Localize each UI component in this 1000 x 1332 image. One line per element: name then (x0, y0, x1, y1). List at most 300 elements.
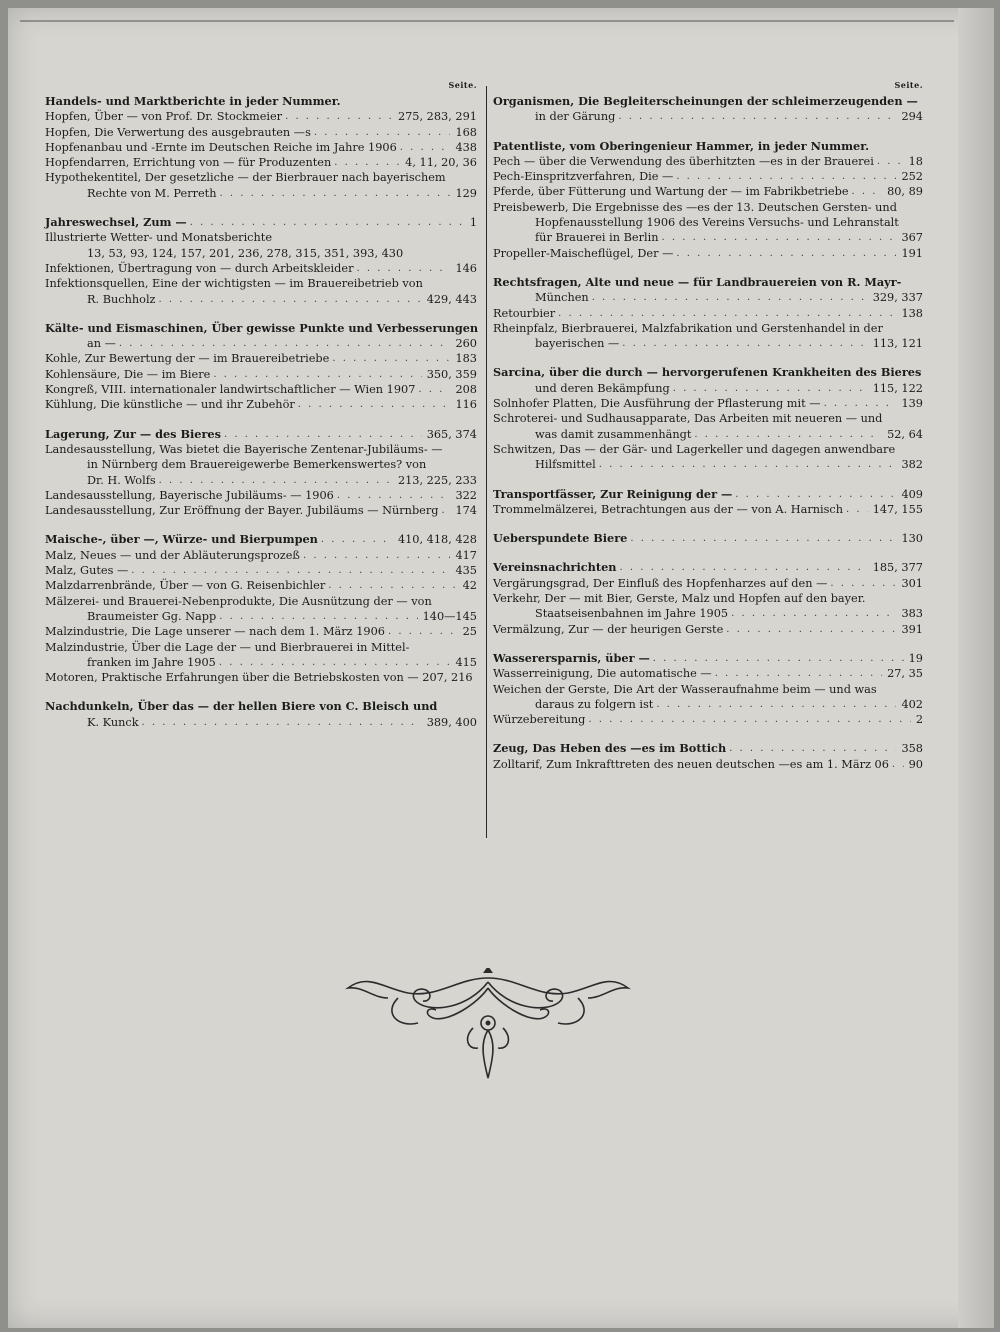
entry-line (45, 503, 477, 518)
right-index-entry (493, 576, 923, 591)
entry-line (493, 336, 923, 351)
left-index-entry (45, 488, 477, 503)
leader-dots (673, 381, 868, 396)
entry-text: Zolltarif, Zum Inkrafttreten des neuen deutschen —es am 1. März 06 (493, 757, 889, 771)
leader-dots (830, 576, 896, 591)
page-number: 25 (462, 625, 477, 639)
page-number: 329, 337 (872, 291, 923, 305)
page-number: 115, 122 (872, 381, 923, 395)
leader-dots (400, 140, 451, 155)
left-index-entry (45, 382, 477, 397)
entry-line (493, 427, 923, 442)
left-entries (45, 94, 477, 730)
entry-text: Lagerung, Zur — des Bieres (45, 426, 221, 441)
entry-text: daraus zu folgern ist (535, 697, 654, 711)
entry-text: Jahreswechsel, Zum — (45, 215, 187, 230)
page-number: 409 (901, 487, 923, 501)
page-number: 139 (901, 397, 923, 411)
entry-line (493, 591, 923, 606)
group-spacer (45, 413, 477, 427)
leader-dots (846, 502, 868, 517)
entry-line (45, 94, 477, 109)
page-number: 389, 400 (426, 715, 477, 729)
entry-line (493, 576, 923, 591)
right-index-entry (493, 396, 923, 411)
entry-line (45, 140, 477, 155)
entry-line (493, 457, 923, 472)
group-spacer (493, 473, 923, 487)
entry-line (45, 655, 477, 670)
left-index-entry (45, 140, 477, 155)
entry-text: für Brauerei in Berlin (535, 231, 659, 245)
entry-text: Propeller-Maischeflügel, Der — (493, 246, 674, 260)
entry-line (45, 442, 477, 457)
page-number: 358 (901, 742, 923, 756)
entry-text: Malzindustrie, Über die Lage der — und Bierbrauerei in Mittel- (45, 640, 410, 654)
entry-text: Landesausstellung, Bayerische Jubiläums- — 1906 (45, 488, 334, 502)
group-spacer (493, 546, 923, 560)
leader-dots (219, 609, 417, 624)
entry-text: Pech — über die Verwendung des überhitzten —es in der Brauerei (493, 154, 874, 168)
entry-line (493, 381, 923, 396)
entry-text: Malz, Gutes — (45, 564, 129, 578)
group-spacer (45, 518, 477, 532)
entry-line (493, 184, 923, 199)
leader-dots (321, 532, 393, 547)
page-number: 19 (908, 651, 923, 665)
entry-text: Maische-, über —, Würze- und Bierpumpen (45, 532, 318, 547)
entry-text: franken im Jahre 1905 (87, 655, 216, 669)
entry-text: Hopfenanbau und -Ernte im Deutschen Reiche im Jahre 1906 (45, 140, 397, 154)
entry-line (493, 154, 923, 169)
entry-line (45, 246, 477, 261)
page-number: 301 (901, 576, 923, 590)
leader-dots (298, 397, 451, 412)
leader-dots (119, 336, 451, 351)
entry-text: Hopfenausstellung 1906 des Vereins Versuchs- und Lehranstalt (535, 216, 899, 230)
index-column-right (493, 80, 923, 772)
leader-dots (726, 622, 896, 637)
entry-text: Schwitzen, Das — der Gär- und Lagerkeller und dagegen anwendbare (493, 442, 896, 456)
entry-line (493, 606, 923, 621)
leader-dots (662, 230, 897, 245)
page-number: 129 (455, 186, 477, 200)
leader-dots (159, 292, 422, 307)
entry-text: Motoren, Praktische Erfahrungen über die Betriebskosten von — 207, 216 (45, 671, 473, 685)
entry-line (493, 560, 923, 575)
entry-line (493, 396, 923, 411)
leader-dots (676, 169, 896, 184)
column-divider (486, 86, 487, 838)
entry-text: Dr. H. Wolfs (87, 473, 156, 487)
entry-text: Kälte- und Eismaschinen, Über gewisse Punkte und Verbesserungen (45, 320, 479, 335)
page-number: 260 (455, 337, 477, 351)
left-index-entry (45, 321, 477, 352)
page-number: 42 (462, 579, 477, 593)
entry-line (493, 666, 923, 681)
decorative-ornament (338, 968, 638, 1088)
leader-dots (388, 624, 458, 639)
leader-dots (285, 109, 393, 124)
leader-dots (599, 457, 897, 472)
right-index-entry (493, 591, 923, 622)
right-index-entry (493, 666, 923, 681)
entry-text: Transportfässer, Zur Reinigung der — (493, 486, 733, 501)
entry-line (493, 651, 923, 666)
page-edge (958, 8, 994, 1328)
entry-line (493, 139, 923, 154)
entry-text: Rechte von M. Perreth (87, 186, 217, 200)
entry-text: Kohlensäure, Die — im Biere (45, 367, 211, 381)
right-index-entry (493, 365, 923, 396)
entry-text: Hypothekentitel, Der gesetzliche — der Bierbrauer nach bayerischem (45, 171, 446, 185)
entry-line (45, 548, 477, 563)
leader-dots (332, 351, 450, 366)
entry-line (45, 609, 477, 624)
group-spacer (45, 307, 477, 321)
page-number: 252 (901, 170, 923, 184)
entry-text: an — (87, 337, 116, 351)
entry-text: Landesausstellung, Zur Eröffnung der Bayer. Jubiläums — Nürnberg (45, 504, 439, 518)
leader-dots (676, 246, 896, 261)
left-index-entry (45, 367, 477, 382)
right-index-entry (493, 622, 923, 637)
entry-line (45, 109, 477, 124)
group-spacer (493, 727, 923, 741)
right-index-entry (493, 757, 923, 772)
entry-text: Hopfendarren, Errichtung von — für Produzenten (45, 156, 332, 170)
page-number: 410, 418, 428 (397, 533, 477, 547)
page-number: 52, 64 (887, 427, 923, 441)
index-column-left (45, 80, 477, 730)
leader-dots (142, 715, 422, 730)
scanned-page (8, 8, 994, 1328)
page-number: 90 (908, 757, 923, 771)
leader-dots (190, 215, 465, 230)
right-index-entry (493, 275, 923, 306)
entry-text: Infektionsquellen, Eine der wichtigsten — im Brauereibetrieb von (45, 277, 423, 291)
group-spacer (493, 517, 923, 531)
entry-text: was damit zusammenhängt (535, 427, 692, 441)
entry-line (493, 411, 923, 426)
leader-dots (824, 396, 897, 411)
group-spacer (493, 351, 923, 365)
page-number: 383 (901, 607, 923, 621)
entry-line (45, 699, 477, 714)
right-index-entry (493, 184, 923, 199)
top-rule (20, 20, 954, 22)
leader-dots (442, 503, 451, 518)
entry-text: Nachdunkeln, Über das — der hellen Biere von C. Bleisch und (45, 699, 438, 714)
entry-text: Verkehr, Der — mit Bier, Gerste, Malz und Hopfen auf den bayer. (493, 592, 866, 606)
page-number: 208 (455, 383, 477, 397)
entry-line (493, 169, 923, 184)
entry-line (493, 697, 923, 712)
entry-line (493, 502, 923, 517)
page-number: 402 (901, 697, 923, 711)
entry-line (493, 682, 923, 697)
left-index-entry (45, 109, 477, 124)
left-index-entry (45, 261, 477, 276)
entry-line (45, 594, 477, 609)
leader-dots (892, 757, 904, 772)
entry-text: in Nürnberg dem Brauereigewerbe Bemerkenswertes? von (87, 458, 427, 472)
group-spacer (493, 125, 923, 139)
right-index-entry (493, 502, 923, 517)
group-spacer (493, 261, 923, 275)
entry-text: München (535, 291, 589, 305)
entry-line (45, 457, 477, 472)
entry-text: Preisbewerb, Die Ergebnisse des —es der 13. Deutschen Gersten- und (493, 200, 897, 214)
entry-line (493, 306, 923, 321)
left-index-entry (45, 670, 477, 685)
page-number: 213, 225, 233 (397, 473, 477, 487)
entry-text: in der Gärung (535, 110, 616, 124)
right-index-entry (493, 651, 923, 666)
entry-text: Organismen, Die Begleiterscheinungen der schleimerzeugenden — (493, 94, 918, 108)
entry-line (45, 397, 477, 412)
entry-line (45, 624, 477, 639)
entry-line (45, 261, 477, 276)
entry-text: Pferde, über Fütterung und Wartung der — im Fabrikbetriebe (493, 185, 849, 199)
page-number: 130 (901, 532, 923, 546)
entry-line (45, 382, 477, 397)
left-index-entry (45, 532, 477, 547)
entry-line (45, 488, 477, 503)
entry-text: 13, 53, 93, 124, 157, 201, 236, 278, 315, 351, 393, 430 (87, 246, 404, 260)
leader-dots (314, 125, 451, 140)
page-number: 18 (908, 154, 923, 168)
page-number: 391 (901, 622, 923, 636)
leader-dots (735, 487, 896, 502)
page-number: 367 (901, 231, 923, 245)
entry-line (45, 125, 477, 140)
leader-dots (558, 306, 896, 321)
right-index-entry (493, 442, 923, 473)
leader-dots (592, 290, 868, 305)
leader-dots (328, 578, 457, 593)
leader-dots (224, 427, 422, 442)
leader-dots (653, 651, 904, 666)
entry-text: Landesausstellung, Was bietet die Bayerische Zentenar-Jubiläums- — (45, 442, 443, 456)
entry-text: Rechtsfragen, Alte und neue — für Landbrauereien von R. Mayr- (493, 274, 902, 289)
entry-text: Zeug, Das Heben des —es im Bottich (493, 741, 727, 756)
left-index-entry (45, 699, 477, 730)
entry-text: Trommelmälzerei, Betrachtungen aus der — von A. Harnisch (493, 502, 844, 516)
page-number: 116 (455, 398, 477, 412)
left-index-entry (45, 125, 477, 140)
entry-text: Vergärungsgrad, Der Einfluß des Hopfenharzes auf den — (493, 576, 828, 590)
entry-text: Solnhofer Platten, Die Ausführung der Pflasterung mit — (493, 397, 821, 411)
entry-text: Hopfen, Die Verwertung des ausgebrauten —s (45, 125, 311, 139)
page-number: 365, 374 (426, 427, 477, 441)
leader-dots (715, 666, 882, 681)
entry-text: Kohle, Zur Bewertung der — im Brauereibetriebe (45, 352, 330, 366)
entry-line (493, 230, 923, 245)
entry-line (493, 321, 923, 336)
page-number: 174 (455, 504, 477, 518)
right-index-entry (493, 306, 923, 321)
left-index-entry (45, 397, 477, 412)
leader-dots (303, 548, 450, 563)
entry-text: Sarcina, über die durch — hervorgerufenen Krankheiten des Bieres (493, 365, 922, 380)
entry-line (45, 215, 477, 230)
entry-line (45, 155, 477, 170)
page-number: 350, 359 (426, 367, 477, 381)
right-index-entry (493, 139, 923, 154)
entry-text: Vermälzung, Zur — der heurigen Gerste (493, 622, 724, 636)
page-number: 382 (901, 458, 923, 472)
left-index-entry (45, 594, 477, 625)
leader-dots (731, 606, 896, 621)
entry-line (45, 532, 477, 547)
leader-dots (337, 488, 451, 503)
entry-text: Wasserersparnis, über — (493, 650, 650, 665)
entry-text: Kühlung, Die künstliche — und ihr Zubehör (45, 398, 295, 412)
leader-dots (219, 655, 451, 670)
page-number: 417 (455, 548, 477, 562)
entry-text: Illustrierte Wetter- und Monatsberichte (45, 231, 273, 245)
entry-line (45, 640, 477, 655)
left-index-entry (45, 578, 477, 593)
entry-line (493, 622, 923, 637)
leader-dots (656, 697, 896, 712)
leader-dots (622, 336, 867, 351)
left-index-entry (45, 640, 477, 671)
page-number: 138 (901, 306, 923, 320)
entry-line (45, 321, 477, 336)
left-index-entry (45, 427, 477, 442)
left-index-entry (45, 155, 477, 170)
page-number: 429, 443 (426, 292, 477, 306)
entry-line (493, 442, 923, 457)
entry-line (493, 712, 923, 727)
right-index-entry (493, 246, 923, 261)
entry-text: Infektionen, Übertragung von — durch Arbeitskleider (45, 261, 354, 275)
entry-text: Weichen der Gerste, Die Art der Wasseraufnahme beim — und was (493, 682, 877, 696)
left-index-entry (45, 442, 477, 488)
right-index-entry (493, 154, 923, 169)
entry-line (45, 427, 477, 442)
left-index-entry (45, 276, 477, 307)
entry-line (493, 94, 923, 109)
right-index-entry (493, 682, 923, 713)
entry-line (493, 109, 923, 124)
entry-text: Malzindustrie, Die Lage unserer — nach dem 1. März 1906 (45, 625, 385, 639)
leader-dots (220, 186, 451, 201)
entry-text: Braumeister Gg. Napp (87, 609, 217, 623)
group-spacer (493, 637, 923, 651)
entry-line (45, 336, 477, 351)
entry-text: Malzdarrenbrände, Über — von G. Reisenbichler (45, 579, 326, 593)
page-number: 438 (455, 140, 477, 154)
leader-dots (630, 531, 896, 546)
entry-text: Schroterei- und Sudhausapparate, Das Arbeiten mit neueren — und (493, 412, 883, 426)
page-number: 80, 89 (887, 185, 923, 199)
entry-line (493, 757, 923, 772)
entry-line (493, 365, 923, 380)
entry-line (45, 578, 477, 593)
page-number: 435 (455, 564, 477, 578)
seite-header-right: Seite. (894, 80, 923, 90)
leader-dots (694, 427, 882, 442)
page-number: 113, 121 (872, 337, 923, 351)
page-number: 275, 283, 291 (397, 110, 477, 124)
entry-line (45, 367, 477, 382)
entry-text: Vereinsnachrichten (493, 560, 617, 575)
entry-line (493, 741, 923, 756)
right-index-entry (493, 200, 923, 246)
leader-dots (131, 563, 450, 578)
right-index-entry (493, 94, 923, 125)
leader-dots (729, 741, 896, 756)
entry-text: Staatseisenbahnen im Jahre 1905 (535, 607, 729, 621)
page-number: 1 (469, 216, 477, 230)
entry-text: Ueberspundete Biere (493, 531, 628, 546)
page-number: 4, 11, 20, 36 (405, 156, 477, 170)
entry-text: Hopfen, Über — von Prof. Dr. Stockmeier (45, 110, 283, 124)
left-index-entry (45, 94, 477, 109)
entry-text: bayerischen — (535, 337, 620, 351)
page-number: 27, 35 (887, 667, 923, 681)
entry-line (493, 531, 923, 546)
entry-line (493, 487, 923, 502)
leader-dots (334, 155, 400, 170)
page-number: 140—145 (422, 609, 477, 623)
entry-text: Malz, Neues — und der Abläuterungsprozeß (45, 548, 300, 562)
left-index-entry (45, 170, 477, 201)
left-index-entry (45, 548, 477, 563)
left-index-entry (45, 230, 477, 261)
page-number: 2 (915, 713, 923, 727)
leader-dots (618, 109, 896, 124)
page-number: 168 (455, 125, 477, 139)
entry-line (45, 670, 477, 685)
right-index-entry (493, 531, 923, 546)
entry-line (45, 230, 477, 245)
left-index-entry (45, 215, 477, 230)
entry-text: Rheinpfalz, Bierbrauerei, Malzfabrikation und Gerstenhandel in der (493, 321, 883, 335)
left-index-entry (45, 624, 477, 639)
entry-line (493, 290, 923, 305)
entry-text: und deren Bekämpfung (535, 381, 670, 395)
entry-text: K. Kunck (87, 715, 139, 729)
leader-dots (852, 184, 883, 199)
leader-dots (588, 712, 910, 727)
right-index-entry (493, 560, 923, 575)
entry-text: Retourbier (493, 306, 556, 320)
left-index-entry (45, 563, 477, 578)
entry-line (493, 275, 923, 290)
entry-line (493, 246, 923, 261)
entry-line (45, 715, 477, 730)
right-index-entry (493, 487, 923, 502)
page-number: 294 (901, 110, 923, 124)
seite-header-left: Seite. (448, 80, 477, 90)
entry-line (493, 215, 923, 230)
page-number: 147, 155 (872, 502, 923, 516)
leader-dots (620, 560, 868, 575)
page-number: 322 (455, 488, 477, 502)
leader-dots (877, 154, 904, 169)
page-number: 415 (455, 655, 477, 669)
entry-line (45, 351, 477, 366)
entry-text: Mälzerei- und Brauerei-Nebenprodukte, Die Ausnützung der — von (45, 594, 432, 608)
entry-text: Würzebereitung (493, 713, 586, 727)
right-index-entry (493, 712, 923, 727)
entry-text: R. Buchholz (87, 292, 156, 306)
group-spacer (45, 201, 477, 215)
